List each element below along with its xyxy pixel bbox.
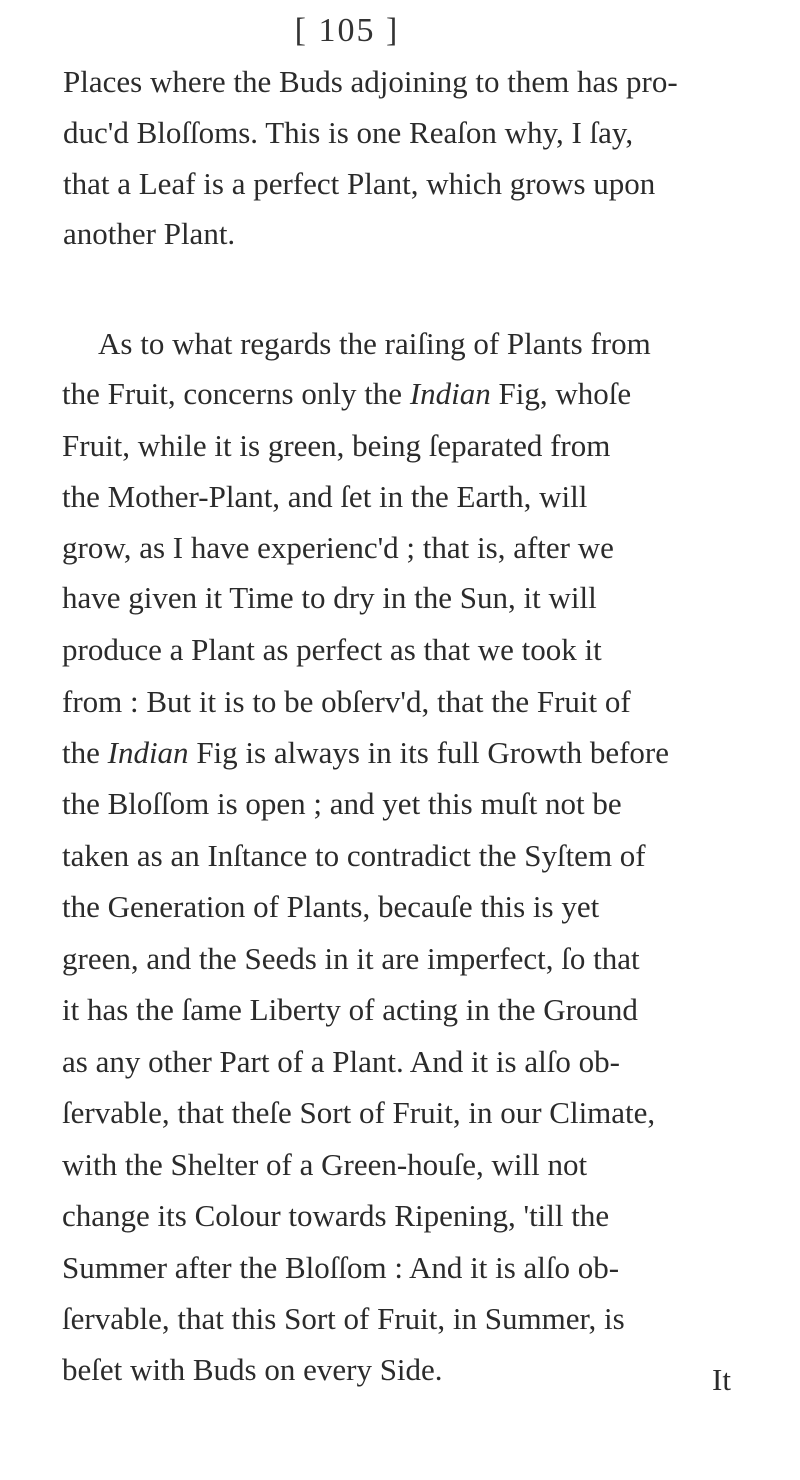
text-line: produce a Plant as perfect as that we took it [62, 632, 602, 667]
italic-term: Indian [409, 376, 491, 411]
catchword: It [712, 1362, 731, 1397]
text-line: it has the ſame Liberty of acting in the Ground [62, 992, 638, 1027]
text-line: that a Leaf is a perfect Plant, which grows upon [63, 166, 656, 201]
text-line: grow, as I have experienc'd ; that is, after we [62, 530, 614, 565]
text-line: the Mother-Plant, and ſet in the Earth, will [62, 479, 588, 514]
text-line: another Plant. [63, 216, 236, 251]
text-line: have given it Time to dry in the Sun, it will [62, 580, 597, 615]
text-line: from : But it is to be obſerv'd, that the Fruit of [62, 684, 631, 719]
text-line: green, and the Seeds in it are imperfect, ſo that [62, 941, 640, 976]
text-line-segment: the [62, 735, 108, 770]
text-line: the Generation of Plants, becauſe this is yet [62, 889, 600, 924]
text-line: as any other Part of a Plant. And it is alſo ob- [62, 1044, 620, 1079]
text-line: beſet with Buds on every Side. [62, 1352, 443, 1387]
text-line: Summer after the Bloſſom : And it is alſo ob- [62, 1250, 620, 1285]
page-number: [ 105 ] [294, 12, 400, 49]
text-line: ſervable, that this Sort of Fruit, in Summer, is [62, 1301, 625, 1336]
text-line: change its Colour towards Ripening, 'till the [62, 1198, 610, 1233]
text-line: As to what regards the raiſing of Plants from [98, 326, 651, 361]
text-line [62, 733, 669, 773]
text-line: with the Shelter of a Green-houſe, will not [62, 1147, 588, 1182]
text-line: ſervable, that theſe Sort of Fruit, in our Climate, [62, 1095, 656, 1130]
text-line: the Bloſſom is open ; and yet this muſt not be [62, 786, 622, 821]
text-line: Places where the Buds adjoining to them has pro- [63, 64, 678, 99]
text-line [62, 374, 631, 414]
italic-term: Indian [107, 735, 189, 770]
text-line-segment: the Fruit, concerns only the [62, 376, 410, 411]
text-line: taken as an Inſtance to contradict the Syſtem of [62, 838, 646, 873]
text-line: Fruit, while it is green, being ſeparated from [62, 428, 611, 463]
text-line-segment: Fig, whoſe [490, 376, 632, 411]
text-line-segment: Fig is always in its full Growth before [188, 735, 670, 770]
text-line: duc'd Bloſſoms. This is one Reaſon why, I ſay, [63, 115, 634, 150]
